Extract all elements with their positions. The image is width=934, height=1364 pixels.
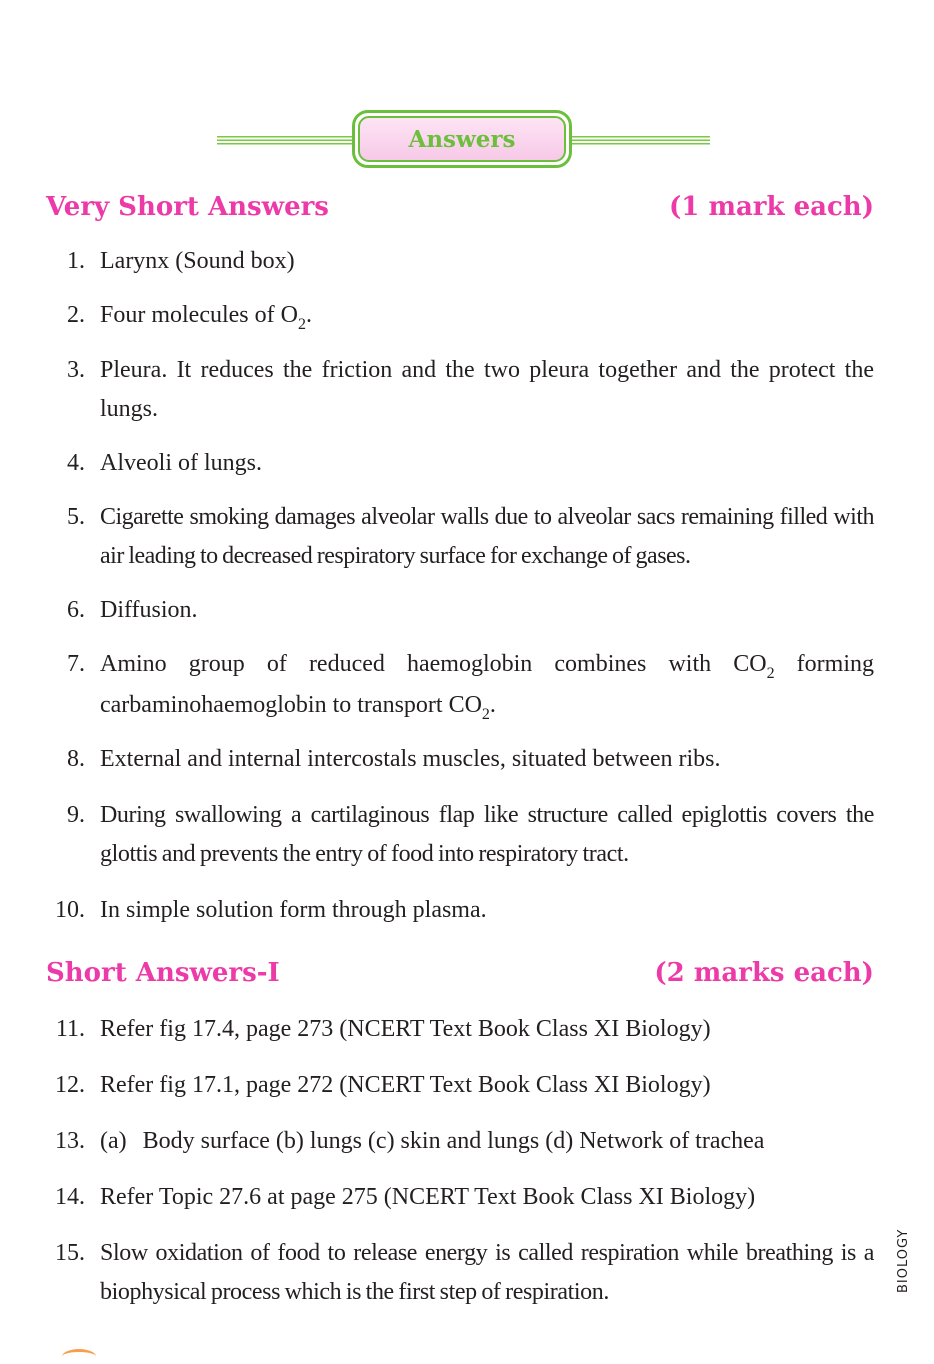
item-number: 9. [67, 802, 85, 828]
item-number: 5. [67, 504, 85, 530]
item-text: Slow oxidation of food to release energy is called respiration while breathing is a biophysical process which is the first step of respiration. [100, 1240, 874, 1305]
item-number: 7. [67, 651, 85, 677]
subscript: 2 [297, 316, 306, 333]
item-text: Larynx (Sound box) [100, 248, 295, 274]
item-number: 11. [55, 1016, 85, 1042]
subscript: 2 [481, 706, 490, 723]
item-number: 4. [67, 450, 85, 476]
item-number: 15. [55, 1240, 85, 1266]
text-run: Four molecules of O [100, 302, 298, 328]
section-heading-short-answers-1 [46, 956, 874, 990]
answers-banner [217, 110, 710, 170]
item-text: During swallowing a cartilaginous flap like structure called epiglottis covers the glottis and prevents the entry of food into respiratory tract. [100, 802, 874, 867]
item-number: 8. [67, 746, 85, 772]
item-text: In simple solution form through plasma. [100, 897, 487, 923]
banner-rule-right [570, 136, 710, 145]
item-label: (a) [100, 1128, 127, 1154]
item-text [100, 645, 874, 727]
item-text: Alveoli of lungs. [100, 450, 262, 476]
item-number: 1. [67, 248, 85, 274]
page-corner-decoration [62, 1349, 96, 1364]
text-run: . [305, 302, 312, 328]
item-text: Refer Topic 27.6 at page 275 (NCERT Text Book Class XI Biology) [100, 1184, 756, 1210]
section-marks: (1 mark each) [669, 192, 874, 222]
item-text [100, 296, 874, 337]
item-number: 2. [67, 302, 85, 328]
item-number: 3. [67, 357, 85, 383]
section-title: Very Short Answers [46, 192, 329, 222]
item-text: Pleura. It reduces the friction and the two pleura together and the protect the lungs. [100, 357, 874, 422]
item-text: Cigarette smoking damages alveolar walls due to alveolar sacs remaining filled with air leading to decreased respiratory surface for exchange of gases. [100, 504, 874, 569]
item-text: Refer fig 17.4, page 273 (NCERT Text Book Class XI Biology) [100, 1016, 711, 1042]
text-run: forming carbaminohaemoglobin to transport CO [100, 651, 874, 718]
subscript: 2 [766, 665, 775, 682]
text-run: Amino group of reduced haemoglobin combines with CO [100, 651, 767, 677]
item-text: Diffusion. [100, 597, 198, 623]
banner-title: Answers [358, 116, 566, 162]
item-text: Refer fig 17.1, page 272 (NCERT Text Book Class XI Biology) [100, 1072, 711, 1098]
section-heading-very-short [46, 190, 874, 224]
item-number: 14. [55, 1184, 85, 1210]
banner-rule-left [217, 136, 357, 145]
text-run: . [489, 692, 496, 718]
side-margin-text: BIOLOGY [896, 1228, 911, 1293]
item-number: 6. [67, 597, 85, 623]
item-number: 12. [55, 1072, 85, 1098]
item-number: 13. [55, 1128, 85, 1154]
section-title: Short Answers-I [46, 958, 280, 988]
banner-pill [352, 110, 572, 168]
item-text: External and internal intercostals muscles, situated between ribs. [100, 746, 721, 772]
item-number: 10. [55, 897, 85, 923]
section-marks: (2 marks each) [654, 958, 874, 988]
text-run: Body surface (b) lungs (c) skin and lungs (d) Network of trachea [142, 1128, 765, 1154]
item-text [100, 1122, 874, 1161]
